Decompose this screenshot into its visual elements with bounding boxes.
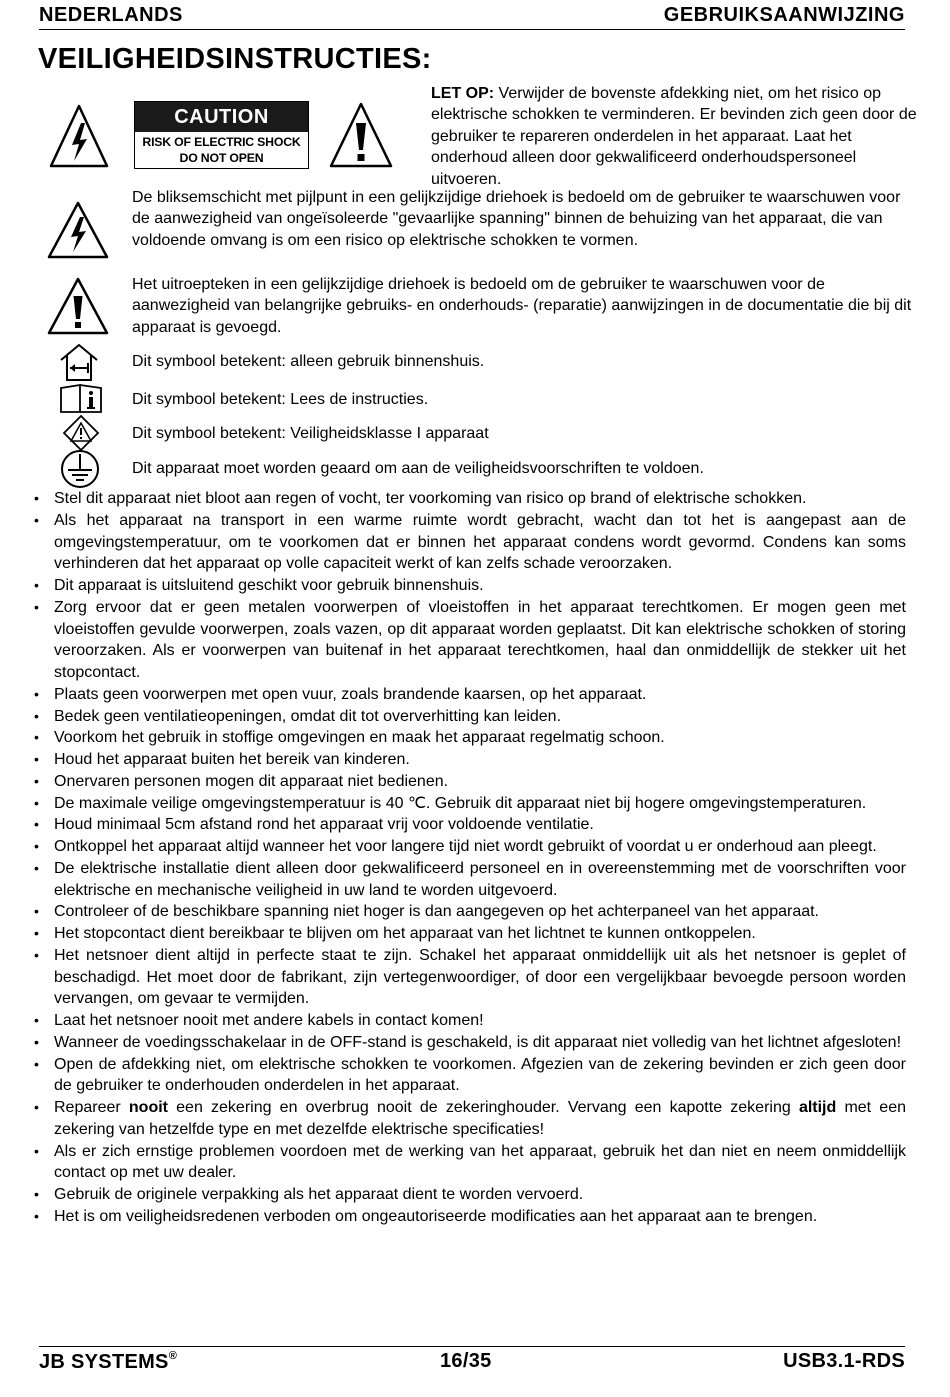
exclamation-explanation: Het uitroepteken in een gelijkzijdige driehoek is bedoeld om de gebruiker te waarschuwen voor de aanwezigheid van belangrijke gebruiks- en onderhouds- (reparatie) aanwijzingen in de documentatie die bij dit apparaat is gevoegd. <box>132 276 912 336</box>
list-item: • Dit apparaat is uitsluitend geschikt voor gebruik binnenshuis. <box>34 575 906 597</box>
list-item: • Houd minimaal 5cm afstand rond het apparaat vrij voor voldoende ventilatie. <box>34 814 906 836</box>
lightning-explanation: De bliksemschicht met pijlpunt in een gelijkzijdige driehoek is bedoeld om de gebruiker te waarschuwen voor de aanwezigheid van ongeïsoleerde "gevaarlijke spanning" binnen de behuizing van het apparaat, die van voldoende omvang is om een risico op elektrische schokken te vormen. <box>132 189 901 249</box>
header-divider <box>39 29 905 30</box>
caution-line-1: RISK OF ELECTRIC SHOCK <box>142 135 301 149</box>
list-item: • Stel dit apparaat niet bloot aan regen of vocht, ter voorkoming van risico op brand of elektrische schokken. <box>34 488 906 510</box>
caution-heading: CAUTION <box>135 102 308 132</box>
bullet-dot <box>34 1032 54 1054</box>
footer-model: USB3.1-RDS <box>783 1350 905 1372</box>
bullet-dot <box>34 901 54 923</box>
list-item: • De maximale veilige omgevingstemperatuur is 40 ℃. Gebruik dit apparaat niet bij hogere omgevingstemperaturen. <box>34 793 906 815</box>
list-item-fuse: • Repareer nooit een zekering en overbrug nooit de zekeringhouder. Vervang een kapotte zekering altijd met een zekering van hetzelfde type en met dezelfde elektrische specificaties! <box>34 1097 906 1141</box>
symbol-instructions-text: Dit symbool betekent: Lees de instructies. <box>132 391 429 408</box>
lightning-triangle-icon <box>46 200 110 260</box>
bullet-dot <box>34 1097 54 1119</box>
bullet-dot <box>34 575 54 597</box>
list-item: • Laat het netsnoer nooit met andere kabels in contact komen! <box>34 1010 906 1032</box>
bullet-dot <box>34 1141 54 1163</box>
list-item: • Open de afdekking niet, om elektrische schokken te voorkomen. Afgezien van de zekering bevinden er zich geen door de gebruiker te onderhouden onderdelen in het apparaat. <box>34 1054 906 1098</box>
list-item: • De elektrische installatie dient alleen door gekwalificeerd personeel en in overeenstemming met de voorschriften voor elektrische en mechanische veiligheid in uw land te worden uitgevoerd. <box>34 858 906 902</box>
caution-subtext <box>135 135 308 166</box>
bullet-dot <box>34 488 54 510</box>
bullet-dot <box>34 1184 54 1206</box>
safety-bullet-list <box>34 488 906 1228</box>
exclamation-triangle-icon <box>46 276 110 336</box>
earth-ground-icon <box>58 449 102 489</box>
list-item: • Voorkom het gebruik in stoffige omgevingen en maak het apparaat regelmatig schoon. <box>34 727 906 749</box>
list-item: • Ontkoppel het apparaat altijd wanneer het voor langere tijd niet wordt gebruikt of voordat u er onderhoud aan pleegt. <box>34 836 906 858</box>
exclamation-warning-icon <box>328 101 394 169</box>
footer-brand: JB SYSTEMS® <box>39 1350 178 1373</box>
list-item: • Onervaren personen mogen dit apparaat niet bedienen. <box>34 771 906 793</box>
bullet-dot <box>34 510 54 532</box>
bullet-dot <box>34 706 54 728</box>
list-item: • Het stopcontact dient bereikbaar te blijven om het apparaat van het lichtnet te kunnen ontkoppelen. <box>34 923 906 945</box>
list-item: • Wanneer de voedingsschakelaar in de OFF-stand is geschakeld, is dit apparaat niet volledig van het lichtnet afgesloten! <box>34 1032 906 1054</box>
indoor-use-icon <box>58 343 100 383</box>
bullet-dot <box>34 836 54 858</box>
list-item: • Gebruik de originele verpakking als het apparaat dient te worden vervoerd. <box>34 1184 906 1206</box>
bullet-dot <box>34 945 54 967</box>
let-op-paragraph <box>431 83 921 190</box>
safety-class-1-icon <box>62 414 100 452</box>
page-title: VEILIGHEIDSINSTRUCTIES: <box>38 43 432 75</box>
list-item: • Het netsnoer dient altijd in perfecte staat te zijn. Schakel het apparaat onmiddellijk uit als het netsnoer is geplet of beschadigd. Het moet door de fabrikant, zijn vertegenwoordiger, of door een vergelijkbaar bevoegde persoon worden vervangen, om gevaar te vermijden. <box>34 945 906 1010</box>
bullet-dot <box>34 923 54 945</box>
bullet-dot <box>34 684 54 706</box>
list-item: • Plaats geen voorwerpen met open vuur, zoals brandende kaarsen, op het apparaat. <box>34 684 906 706</box>
list-item: • Als er zich ernstige problemen voordoen met de werking van het apparaat, gebruik het dan niet en neem onmiddellijk contact op met uw dealer. <box>34 1141 906 1185</box>
list-item: • Zorg ervoor dat er geen metalen voorwerpen of vloeistoffen in het apparaat terechtkomen. Er mogen geen met vloeistoffen gevulde voorwerpen, zoals vazen, op dit apparaat worden geplaatst. Dit kan elektrische schokken of storing veroorzaken. Als er voorwerpen van buitenaf in het apparaat terechtkomen, haal dan onmiddellijk de stekker uit het stopcontact. <box>34 597 906 684</box>
caution-label <box>134 101 309 169</box>
list-item: • Het is om veiligheidsredenen verboden om ongeautoriseerde modificaties aan het apparaat aan te brengen. <box>34 1206 906 1228</box>
list-item: • Controleer of de beschikbare spanning niet hoger is dan aangegeven op het achterpaneel van het apparaat. <box>34 901 906 923</box>
list-item: • Houd het apparaat buiten het bereik van kinderen. <box>34 749 906 771</box>
bullet-dot <box>34 814 54 836</box>
bullet-dot <box>34 771 54 793</box>
symbol-class1-text: Dit symbool betekent: Veiligheidsklasse I apparaat <box>132 425 489 442</box>
bullet-dot <box>34 1206 54 1228</box>
lightning-warning-icon <box>48 103 110 169</box>
read-instructions-icon <box>58 384 104 414</box>
bullet-dot <box>34 727 54 749</box>
bullet-dot <box>34 793 54 815</box>
let-op-label: LET OP: <box>431 85 495 102</box>
caution-line-2: DO NOT OPEN <box>179 150 264 165</box>
let-op-text: Verwijder de bovenste afdekking niet, om het risico op elektrische schokken te verminderen. Er bevinden zich geen door de gebruiker te repareren onderdelen in het apparaat. Laat het onderhoud alleen door gekwalificeerd onderhoudspersoneel uitvoeren. <box>431 85 917 188</box>
footer-page-number: 16/35 <box>440 1350 492 1372</box>
list-item: • Bedek geen ventilatieopeningen, omdat dit tot oververhitting kan leiden. <box>34 706 906 728</box>
bullet-dot <box>34 858 54 880</box>
bullet-dot <box>34 1054 54 1076</box>
bullet-dot <box>34 1010 54 1032</box>
header-language: NEDERLANDS <box>39 4 183 26</box>
footer-divider <box>39 1346 905 1347</box>
symbol-earth-text: Dit apparaat moet worden geaard om aan de veiligheidsvoorschriften te voldoen. <box>132 460 704 477</box>
bullet-dot <box>34 597 54 619</box>
list-item: • Als het apparaat na transport in een warme ruimte wordt gebracht, wacht dan tot het is aangepast aan de omgevingstemperatuur, om te voorkomen dat er binnen het apparaat condens wordt gevormd. Condens kan soms verhinderen dat het apparaat op volle capaciteit werkt of kan zelfs schade veroorzaken. <box>34 510 906 575</box>
bullet-dot <box>34 749 54 771</box>
header-doc-type: GEBRUIKSAANWIJZING <box>663 4 905 26</box>
registered-mark: ® <box>168 1350 178 1362</box>
symbol-indoor-text: Dit symbool betekent: alleen gebruik binnenshuis. <box>132 353 485 370</box>
